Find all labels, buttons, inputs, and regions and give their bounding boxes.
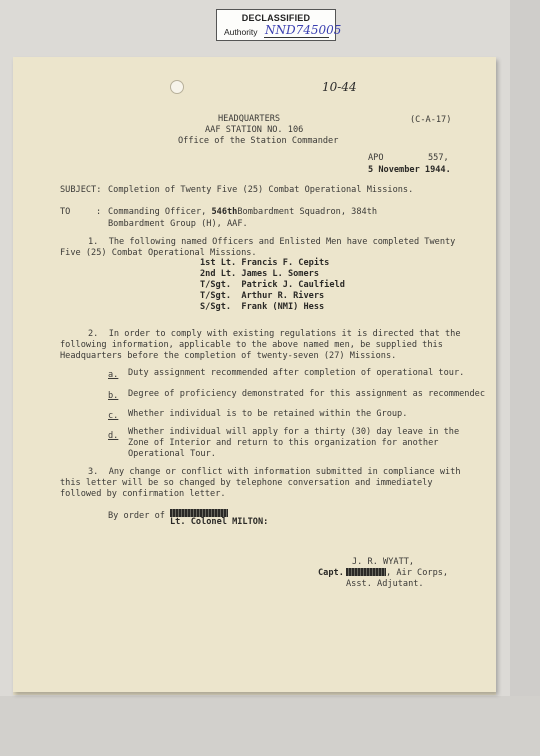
header-station: AAF STATION NO. 106	[205, 125, 304, 135]
handwritten-file-number: 10-44	[322, 80, 357, 94]
item-d-letter: d.	[108, 431, 119, 441]
signature-title: Asst. Adjutant.	[346, 579, 424, 589]
punch-hole	[170, 80, 184, 94]
para3-line-3: followed by confirmation letter.	[60, 489, 226, 499]
item-d-line-2: Zone of Interior and return to this organization for another	[128, 438, 439, 448]
header-office: Office of the Station Commander	[178, 136, 339, 146]
personnel-item: T/Sgt. Patrick J. Caulfield	[200, 280, 345, 290]
to-line-1	[108, 208, 377, 217]
item-a-text: Duty assignment recommended after completion of operational tour.	[128, 368, 465, 378]
item-c-letter: c.	[108, 411, 119, 421]
document-date: 5 November 1944.	[368, 165, 451, 175]
to-colon: :	[96, 207, 102, 217]
item-c-text: Whether individual is to be retained within the Group.	[128, 409, 408, 419]
para1-line-2: Five (25) Combat Operational Missions.	[60, 248, 257, 258]
signature-name: J. R. WYATT,	[352, 557, 415, 567]
to-line-2: Bombardment Group (H), AAF.	[108, 219, 248, 229]
stamp-authority-number: NND745005	[265, 23, 342, 37]
item-a-letter: a.	[108, 370, 119, 380]
redaction-mark	[170, 509, 228, 517]
para2-line-2: following information, applicable to the above named men, be supplied this	[60, 340, 443, 350]
para1-line-1: 1. The following named Officers and Enlisted Men have completed Twenty	[88, 237, 456, 247]
item-b-letter: b.	[108, 391, 119, 401]
scan-backdrop	[510, 0, 540, 756]
para3-line-2: this letter will be so changed by telephone conversation and immediately	[60, 478, 433, 488]
stamp-title: DECLASSIFIED	[241, 13, 311, 23]
para2-line-3: Headquarters before the completion of twenty-seven (27) Missions.	[60, 351, 397, 361]
redaction-mark	[346, 568, 386, 576]
to-unit: Bombardment Squadron, 384th	[237, 207, 378, 217]
header-code: (C-A-17)	[410, 115, 452, 125]
to-addressee: Commanding Officer,	[108, 207, 212, 217]
personnel-item: S/Sgt. Frank (NMI) Hess	[200, 302, 325, 312]
commanding-colonel: Lt. Colonel MILTON:	[170, 517, 269, 527]
personnel-item: 1st Lt. Francis F. Cepits	[200, 258, 330, 268]
apo-label: APO	[368, 153, 384, 163]
item-d-line-3: Operational Tour.	[128, 449, 216, 459]
personnel-item: T/Sgt. Arthur R. Rivers	[200, 291, 325, 301]
signature-corps: , Air Corps,	[386, 568, 449, 578]
to-squadron: 546th	[211, 207, 238, 217]
scan-backdrop-bottom	[0, 696, 540, 756]
subject-text: Completion of Twenty Five (25) Combat Operational Missions.	[108, 185, 414, 195]
stamp-authority-label: Authority	[224, 27, 258, 37]
header-headquarters: HEADQUARTERS	[218, 114, 281, 124]
subject-label: SUBJECT:	[60, 185, 102, 195]
apo-number: 557,	[428, 153, 449, 163]
stamp-underline	[264, 37, 329, 38]
to-label: TO	[60, 207, 71, 217]
by-order-label: By order of	[108, 511, 165, 521]
declassified-stamp	[216, 9, 342, 41]
item-b-text: Degree of proficiency demonstrated for this assignment as recommendec	[128, 389, 485, 399]
para2-line-1: 2. In order to comply with existing regulations it is directed that the	[88, 329, 461, 339]
item-d-line-1: Whether individual will apply for a thirty (30) day leave in the	[128, 427, 460, 437]
para3-line-1: 3. Any change or conflict with information submitted in compliance with	[88, 467, 461, 477]
signature-rank: Capt.	[318, 568, 344, 578]
personnel-item: 2nd Lt. James L. Somers	[200, 269, 319, 279]
